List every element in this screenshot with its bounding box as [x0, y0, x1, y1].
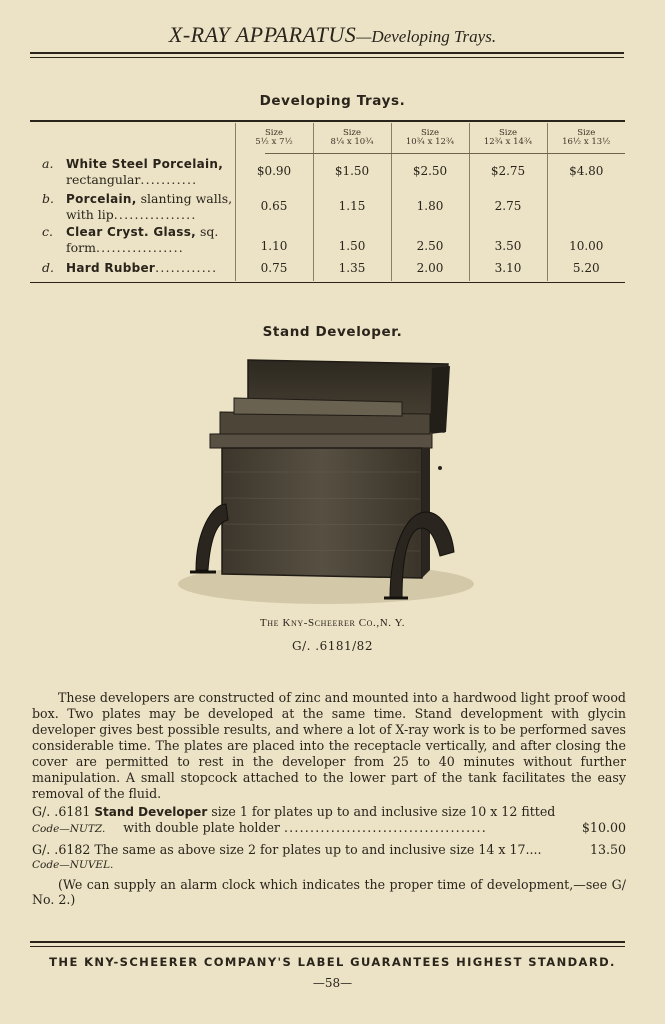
note-paragraph: [32, 877, 626, 907]
tray-price: $2.50: [391, 153, 469, 189]
table-top-rule: [30, 120, 625, 122]
tray-price: 3.50: [469, 223, 547, 255]
trays-section-title: Developing Trays.: [259, 93, 406, 109]
table-bottom-rule: [30, 282, 625, 283]
tray-description: a. White Steel Porcelain, rectangular...........: [42, 155, 224, 187]
item-text-2: with double plate holder: [123, 820, 280, 835]
size-header: Size 16½ x 13½: [547, 123, 625, 153]
trays-table: [30, 123, 625, 281]
item-6182-line2: [32, 856, 626, 873]
note-text: (We can supply an alarm clock which indicates the proper time of development,—see G/ No. 2.): [32, 877, 626, 907]
stand-section-title: Stand Developer.: [262, 324, 403, 340]
table-row: [30, 189, 625, 223]
header-blank: [30, 123, 235, 153]
header-subtitle: —Developing Trays.: [356, 27, 497, 46]
item-code: Code—NUVEL.: [32, 859, 114, 871]
tray-price: 2.00: [391, 255, 469, 281]
tray-price: 2.50: [391, 223, 469, 255]
item-number: G/. .6182: [32, 842, 91, 857]
table-row: [30, 255, 625, 281]
size-header: Size 8¼ x 10¾: [313, 123, 391, 153]
tray-price: 1.35: [313, 255, 391, 281]
footer-rule-bottom: [30, 946, 625, 947]
tray-price: 1.15: [313, 189, 391, 223]
tray-price: $1.50: [313, 153, 391, 189]
item-name: Stand Developer: [94, 805, 208, 819]
footer-slogan: THE KNY-SCHEERER COMPANY'S LABEL GUARANTEES HIGHEST STANDARD.: [49, 955, 616, 969]
tray-price: $2.75: [469, 153, 547, 189]
catalog-number: G/. .6181/82: [292, 639, 373, 653]
tray-price: 1.50: [313, 223, 391, 255]
tray-price: $4.80: [547, 153, 625, 189]
description-paragraph: [32, 690, 626, 802]
tray-price: 5.20: [547, 255, 625, 281]
item-6181: [32, 804, 626, 820]
description-text: These developers are constructed of zinc and mounted into a hardwood light proof wood box. Two plates may be developed at the same time. Stand development with glycin developer gives best possible results, and where a lot of X-ray work is to be performed saves considerable time. The plates are placed into the receptacle vertically, and after closing the cover are permitted to rest in the developer from 25 to 40 minutes without further manipulation. A small stopcock attached to the lower part of the tank facilitates the easy removal of the fluid.: [32, 690, 626, 801]
header-rule-top: [30, 52, 624, 54]
size-header: Size 5½ x 7½: [235, 123, 313, 153]
leader-dots: .......................................: [283, 820, 487, 835]
footer-rule-top: [30, 941, 625, 943]
table-row: [30, 223, 625, 255]
item-6181-line2: [32, 820, 626, 837]
stand-developer-illustration: [176, 352, 476, 612]
item-price: $10.00: [581, 820, 626, 835]
tray-price: $0.90: [235, 153, 313, 189]
item-number: G/. .6181: [32, 804, 91, 819]
tray-price: 0.75: [235, 255, 313, 281]
item-price: 13.50: [589, 842, 626, 857]
header-rule-bottom: [30, 57, 624, 58]
header-title: X-RAY APPARATUS: [168, 22, 357, 47]
item-text: size 1 for plates up to and inclusive size 10 x 12 fitted: [207, 804, 556, 819]
table-row: [30, 153, 625, 189]
tray-price: 2.75: [469, 189, 547, 223]
tray-price: 1.80: [391, 189, 469, 223]
table-header-row: [30, 123, 625, 153]
page-number: —58—: [312, 976, 353, 990]
page-header: [0, 22, 665, 48]
illustration-caption: The Kny-Scheerer Co.,N. Y.: [259, 617, 406, 629]
size-header: Size 12¾ x 14¾: [469, 123, 547, 153]
tray-description: b. Porcelain, slanting walls, with lip................: [42, 190, 233, 222]
tray-price: 1.10: [235, 223, 313, 255]
tray-price: 3.10: [469, 255, 547, 281]
size-header: Size 10¾ x 12¾: [391, 123, 469, 153]
header-underline: [265, 153, 625, 154]
tray-price: 0.65: [235, 189, 313, 223]
item-6182: [32, 842, 626, 857]
tray-description: c. Clear Cryst. Glass, sq. form.................: [42, 223, 219, 255]
item-text: The same as above size 2 for plates up to and inclusive size 14 x 17....: [90, 842, 542, 857]
tray-description: d. Hard Rubber............: [42, 260, 218, 275]
tray-price: 10.00: [547, 223, 625, 255]
item-code: Code—NUTZ.: [32, 823, 106, 835]
tray-price: [547, 189, 625, 223]
